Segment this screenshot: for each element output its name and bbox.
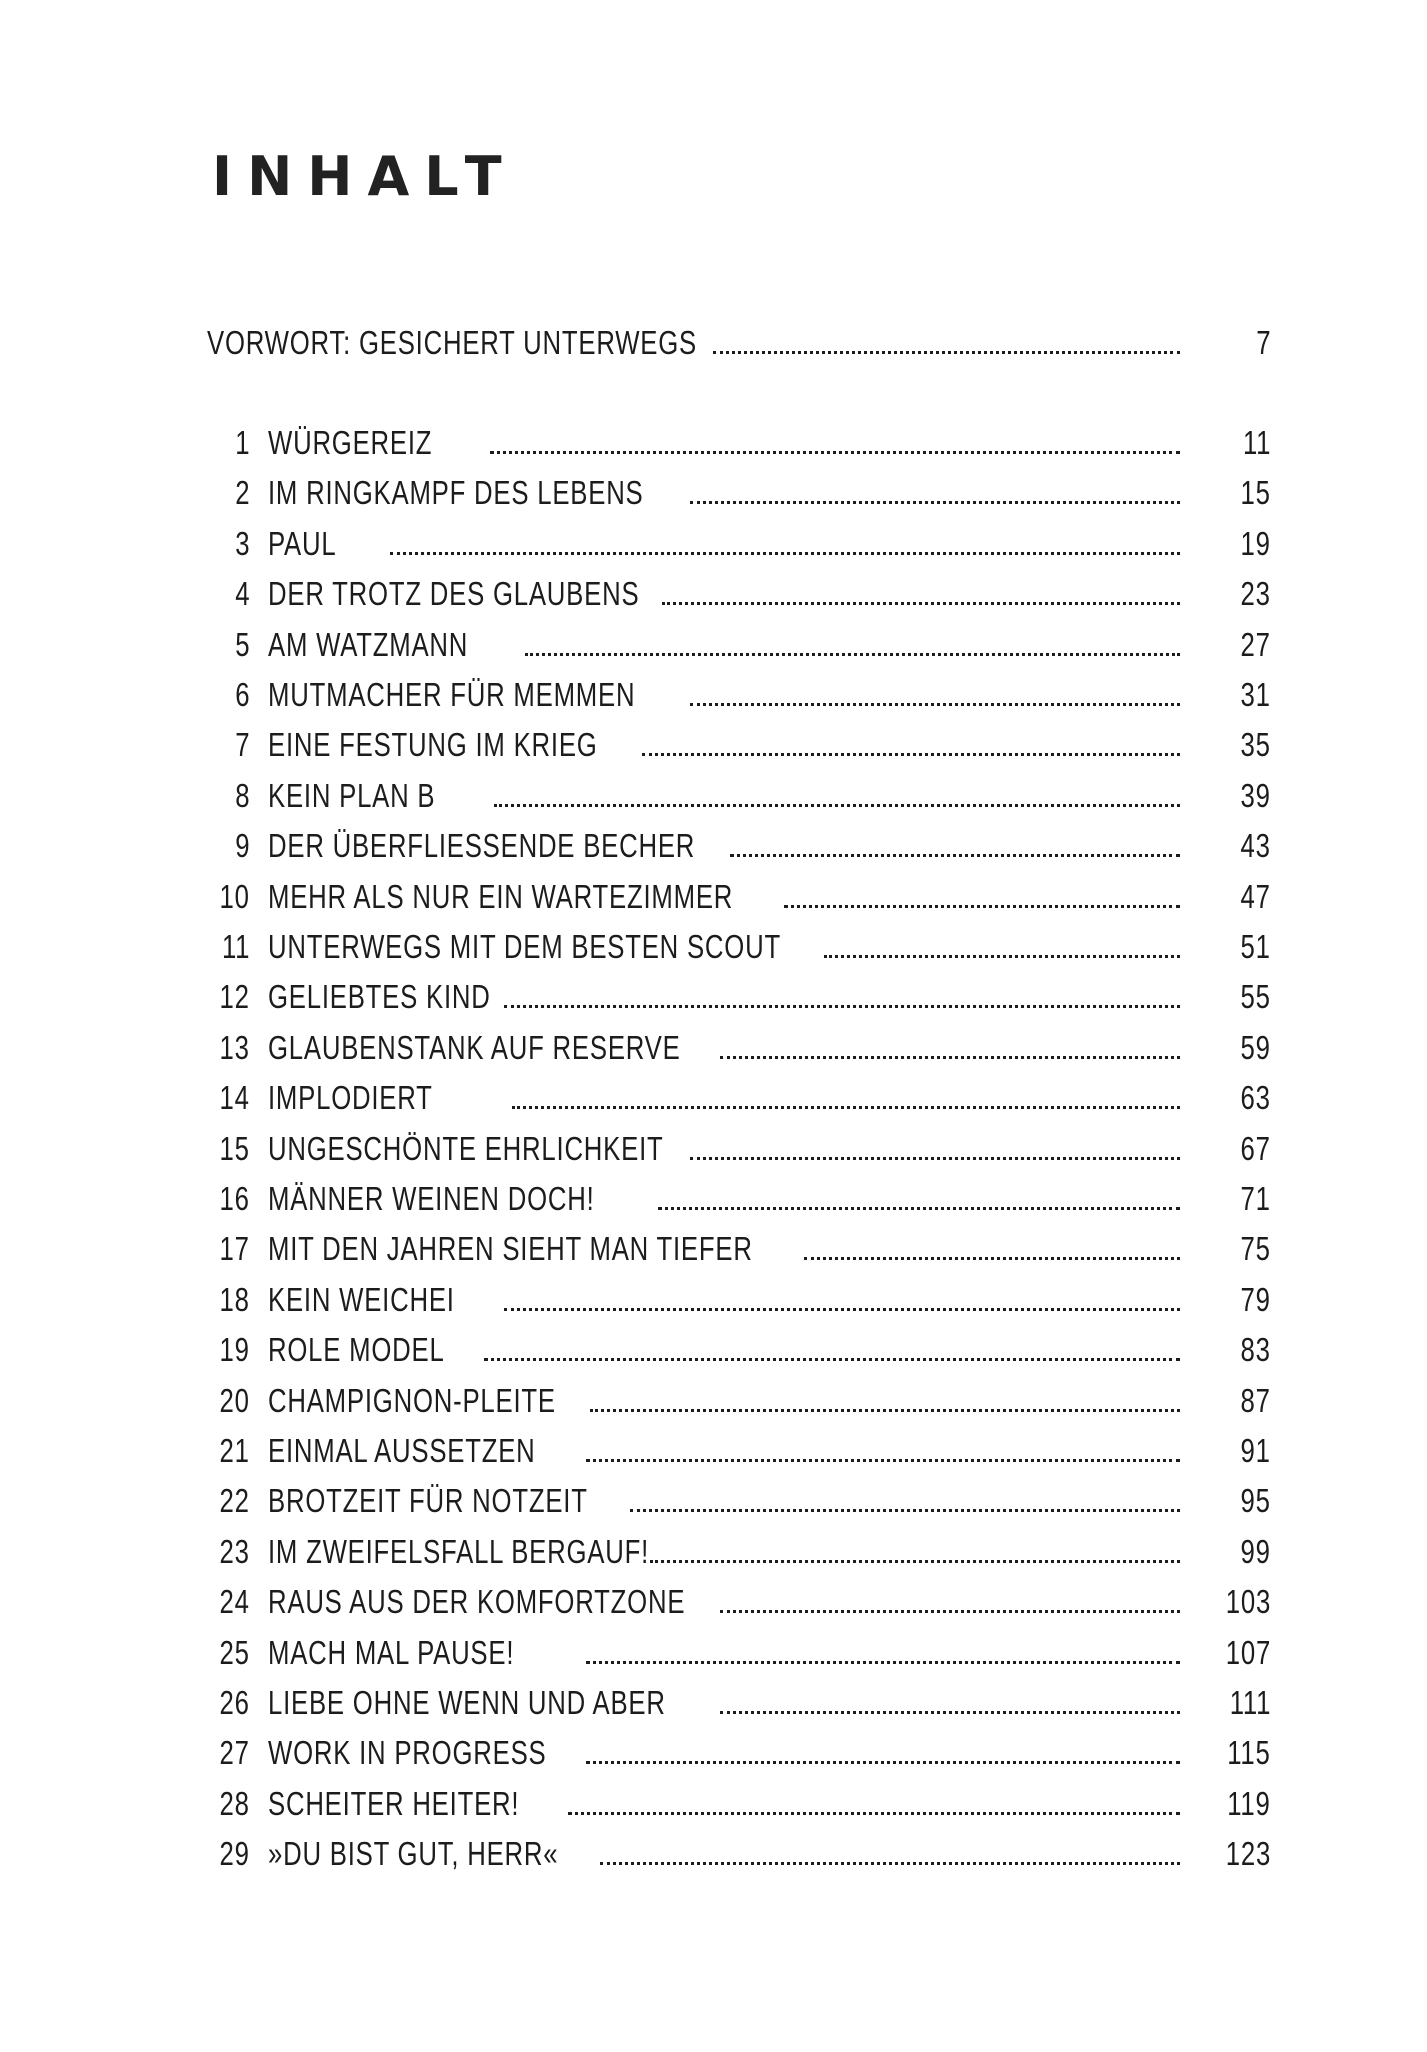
toc-entry-title: SCHEITER HEITER!	[268, 1784, 520, 1822]
dot-leader	[490, 451, 1180, 454]
toc-entry-title: DER TROTZ DES GLAUBENS	[268, 575, 640, 613]
chapter-number: 15	[219, 1129, 250, 1167]
dot-leader	[690, 501, 1180, 504]
dot-leader	[586, 1761, 1180, 1764]
toc-entry-title: PAUL	[268, 524, 337, 562]
toc-page-number: 107	[1225, 1633, 1271, 1671]
chapter-number: 22	[219, 1482, 250, 1520]
toc-row	[0, 1829, 1427, 1879]
toc-row	[0, 1174, 1427, 1224]
dot-leader	[690, 703, 1180, 706]
toc-entry-title: IM ZWEIFELSFALL BERGAUF!	[268, 1532, 650, 1570]
toc-row	[0, 1124, 1427, 1174]
chapter-number: 14	[219, 1079, 250, 1117]
chapter-number: 20	[219, 1381, 250, 1419]
chapter-number: 12	[219, 978, 250, 1016]
chapter-number: 1	[234, 424, 250, 461]
toc-entry-title: IMPLODIERT	[268, 1079, 433, 1117]
toc-entry-title: MUTMACHER FÜR MEMMEN	[268, 676, 636, 713]
toc-page-number: 87	[1240, 1381, 1271, 1419]
toc-row	[0, 922, 1427, 972]
dot-leader	[690, 1157, 1180, 1160]
chapter-number: 4	[234, 575, 250, 613]
dot-leader	[390, 552, 1180, 555]
toc-row	[0, 1779, 1427, 1829]
toc-entry-title: MÄNNER WEINEN DOCH!	[268, 1180, 595, 1217]
toc-page-number: 23	[1240, 575, 1271, 613]
toc-page-number: 19	[1240, 524, 1271, 562]
toc-row	[0, 821, 1427, 871]
chapter-number: 17	[219, 1230, 250, 1268]
toc-row	[0, 1728, 1427, 1778]
toc-entry-title: UNGESCHÖNTE EHRLICHKEIT	[268, 1129, 664, 1167]
toc-page-number: 99	[1240, 1532, 1271, 1570]
chapter-number: 5	[234, 625, 250, 663]
toc-page-number: 83	[1240, 1331, 1271, 1369]
dot-leader	[525, 653, 1180, 656]
toc-row-preface	[0, 318, 1427, 368]
toc-row	[0, 620, 1427, 670]
dot-leader	[730, 854, 1180, 857]
toc-entry-title: GELIEBTES KIND	[268, 978, 491, 1016]
dot-leader	[630, 1509, 1180, 1512]
toc-entry-title: WORK IN PROGRESS	[268, 1734, 547, 1772]
dot-leader	[784, 905, 1180, 908]
toc-row	[0, 1476, 1427, 1526]
toc-row	[0, 872, 1427, 922]
chapter-number: 19	[219, 1331, 250, 1369]
toc-entry-title: AM WATZMANN	[268, 625, 469, 663]
toc-entry-title: »DU BIST GUT, HERR«	[268, 1835, 559, 1873]
toc-row	[0, 1527, 1427, 1577]
dot-leader	[662, 602, 1180, 605]
chapter-number: 3	[234, 524, 250, 562]
toc-page-number: 63	[1240, 1079, 1271, 1117]
toc-entry-title: KEIN PLAN B	[268, 776, 436, 814]
dot-leader	[494, 804, 1180, 807]
dot-leader	[590, 1409, 1180, 1412]
toc-row	[0, 1577, 1427, 1627]
toc-entry-title: EINMAL AUSSETZEN	[268, 1432, 536, 1469]
chapter-number: 6	[234, 676, 250, 713]
dot-leader	[512, 1106, 1180, 1109]
dot-leader	[713, 351, 1180, 354]
dot-leader	[600, 1862, 1180, 1865]
toc-page-number: 119	[1227, 1784, 1271, 1822]
toc-entry-title: IM RINGKAMPF DES LEBENS	[268, 474, 644, 512]
toc-page-number: 111	[1229, 1684, 1271, 1721]
dot-leader	[484, 1358, 1180, 1361]
dot-leader	[504, 1308, 1180, 1311]
dot-leader	[720, 1610, 1180, 1613]
toc-page-number: 79	[1240, 1280, 1271, 1318]
page-title: INHALT	[212, 145, 517, 208]
dot-leader	[586, 1459, 1180, 1462]
chapter-number: 13	[219, 1028, 250, 1066]
chapter-number: 21	[219, 1432, 250, 1469]
dot-leader	[720, 1711, 1180, 1714]
dot-leader	[504, 1005, 1180, 1008]
toc-entry-title: RAUS AUS DER KOMFORTZONE	[268, 1583, 686, 1621]
dot-leader	[650, 1560, 1180, 1563]
toc-entry-title: CHAMPIGNON-PLEITE	[268, 1381, 556, 1419]
toc-entry-title: KEIN WEICHEI	[268, 1280, 455, 1318]
toc-page-number: 55	[1240, 978, 1271, 1016]
toc-entry-title: MEHR ALS NUR EIN WARTEZIMMER	[268, 877, 734, 915]
toc-entry-title: UNTERWEGS MIT DEM BESTEN SCOUT	[268, 928, 781, 965]
chapter-number: 26	[219, 1684, 250, 1721]
dot-leader	[586, 1661, 1180, 1664]
toc-page-number: 59	[1240, 1028, 1271, 1066]
toc-row	[0, 1023, 1427, 1073]
toc-page-number: 67	[1240, 1129, 1271, 1167]
toc-row	[0, 569, 1427, 619]
toc-row	[0, 1325, 1427, 1375]
chapter-number: 25	[219, 1633, 250, 1671]
chapter-number: 9	[234, 827, 250, 865]
toc-page-number: 11	[1242, 424, 1271, 461]
toc-row	[0, 1628, 1427, 1678]
toc-row	[0, 720, 1427, 770]
toc-page-number: 71	[1240, 1180, 1271, 1217]
toc-row	[0, 1073, 1427, 1123]
toc-page-number: 43	[1240, 827, 1271, 865]
toc-row	[0, 670, 1427, 720]
toc-row	[0, 1678, 1427, 1728]
chapter-number: 10	[219, 877, 250, 915]
toc-row	[0, 771, 1427, 821]
toc-page-number: 15	[1240, 474, 1271, 512]
toc-page-number: 47	[1240, 877, 1271, 915]
chapter-number: 27	[219, 1734, 250, 1772]
toc-page-number: 91	[1240, 1432, 1271, 1469]
toc-page-number: 123	[1225, 1835, 1271, 1873]
chapter-number: 18	[219, 1280, 250, 1318]
chapter-number: 23	[219, 1532, 250, 1570]
chapter-number: 16	[219, 1180, 250, 1217]
chapter-number: 11	[221, 928, 250, 965]
toc-page-number: 31	[1240, 676, 1271, 713]
toc-row	[0, 418, 1427, 468]
toc-row	[0, 972, 1427, 1022]
chapter-number: 24	[219, 1583, 250, 1621]
chapter-number: 29	[219, 1835, 250, 1873]
toc-row	[0, 1275, 1427, 1325]
toc-row	[0, 468, 1427, 518]
toc-row	[0, 519, 1427, 569]
chapter-number: 7	[234, 726, 250, 764]
toc-page-number: 75	[1240, 1230, 1271, 1268]
toc-entry-title: GLAUBENSTANK AUF RESERVE	[268, 1028, 681, 1066]
toc-entry-title: EINE FESTUNG IM KRIEG	[268, 726, 598, 764]
toc-page-number: 27	[1240, 625, 1271, 663]
toc-entry-title: WÜRGEREIZ	[268, 424, 433, 461]
dot-leader	[568, 1812, 1180, 1815]
toc-row	[0, 1426, 1427, 1476]
toc-entry-title: LIEBE OHNE WENN UND ABER	[268, 1684, 666, 1721]
chapter-number: 2	[234, 474, 250, 512]
toc-page-number: 35	[1240, 726, 1271, 764]
toc-page-number: 115	[1227, 1734, 1271, 1772]
toc-row	[0, 1376, 1427, 1426]
toc-entry-title: ROLE MODEL	[268, 1331, 445, 1369]
toc-entry-title: VORWORT: GESICHERT UNTERWEGS	[207, 324, 698, 361]
chapter-number: 8	[234, 776, 250, 814]
toc-entry-title: MACH MAL PAUSE!	[268, 1633, 515, 1671]
toc-page-number: 95	[1240, 1482, 1271, 1520]
chapter-number: 28	[219, 1784, 250, 1822]
toc-entry-title: DER ÜBERFLIESSENDE BECHER	[268, 827, 696, 865]
dot-leader	[720, 1056, 1180, 1059]
toc-row	[0, 1224, 1427, 1274]
dot-leader	[642, 753, 1180, 756]
toc-entry-title: BROTZEIT FÜR NOTZEIT	[268, 1482, 588, 1520]
dot-leader	[824, 955, 1180, 958]
toc-entry-title: MIT DEN JAHREN SIEHT MAN TIEFER	[268, 1230, 753, 1268]
toc-page-number: 7	[1255, 324, 1271, 361]
toc-page-number: 103	[1225, 1583, 1271, 1621]
dot-leader	[658, 1207, 1180, 1210]
dot-leader	[804, 1257, 1180, 1260]
toc-page-number: 51	[1240, 928, 1271, 965]
toc-page-number: 39	[1240, 776, 1271, 814]
